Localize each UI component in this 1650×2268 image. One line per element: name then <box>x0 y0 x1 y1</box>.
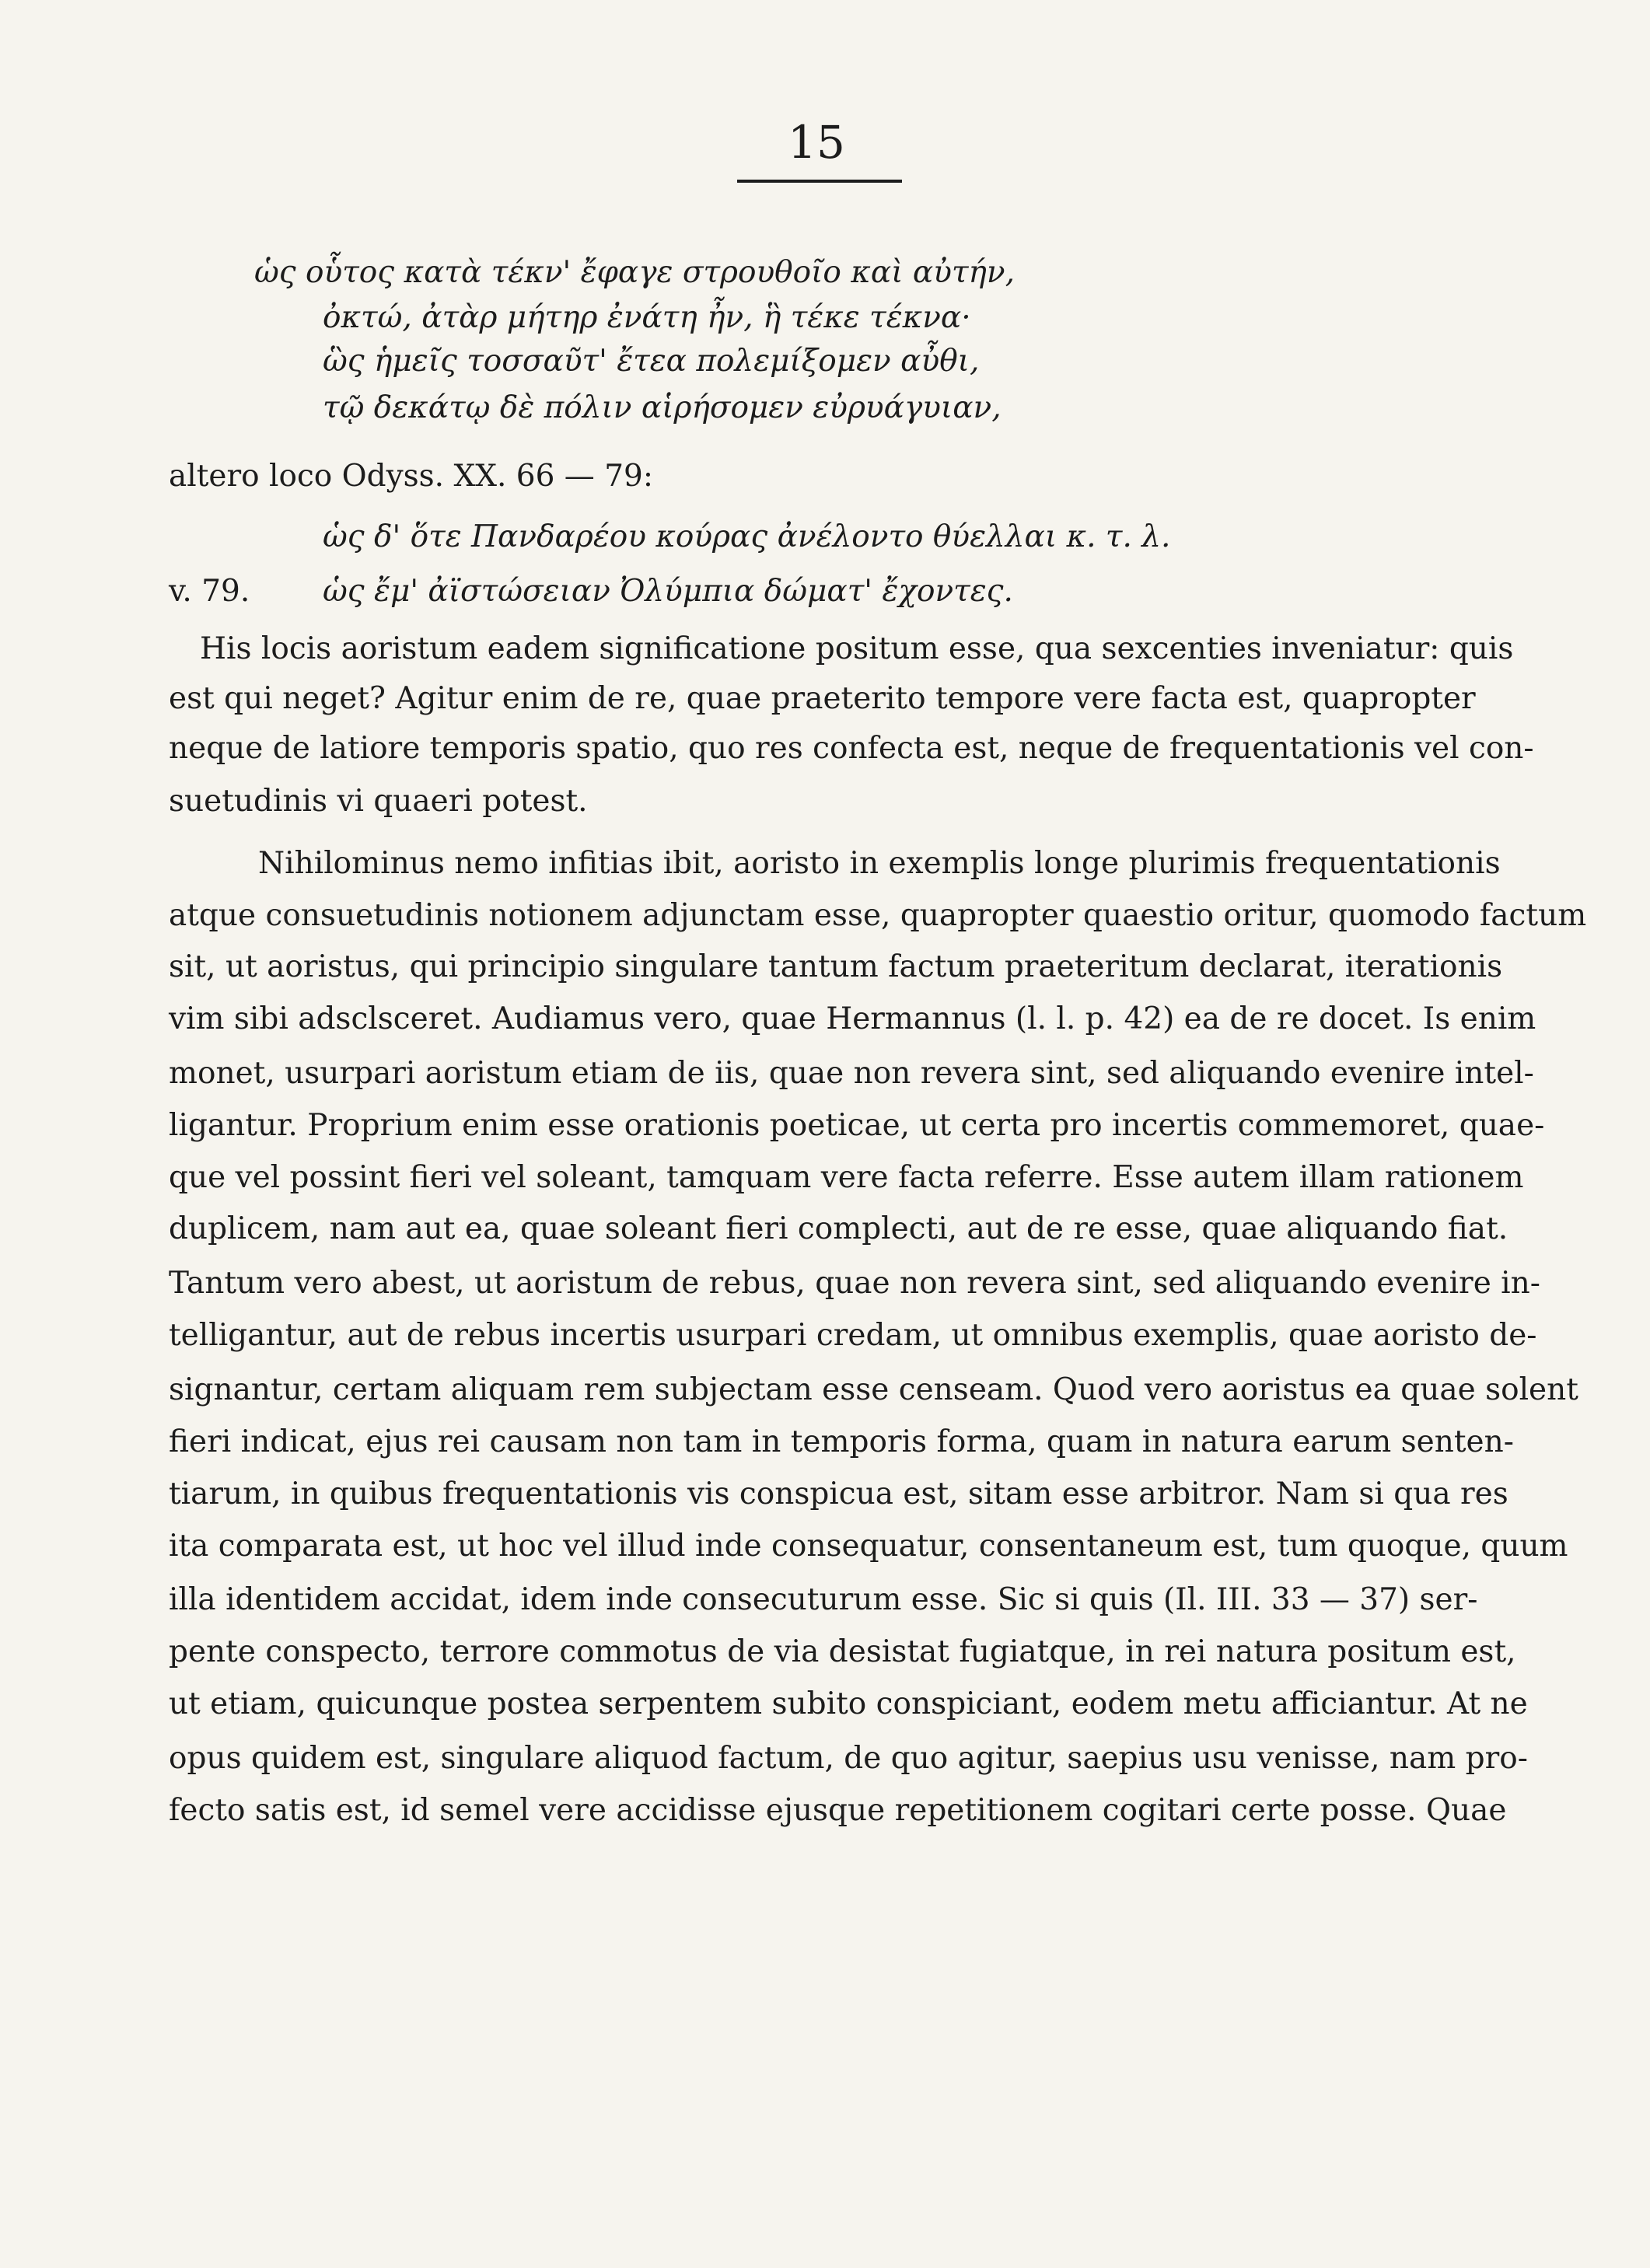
paragraph-line: que vel possint fieri vel soleant, tamquam vere facta referre. Esse autem illam rationem <box>169 1160 1524 1195</box>
paragraph-line: monet, usurpari aoristum etiam de iis, quae non revera sint, sed aliquando evenire intel- <box>169 1056 1534 1091</box>
greek-verse-line: τῷ δεκάτῳ δὲ πόλιν αἱρήσομεν εὐρυάγυιαν, <box>323 390 1002 425</box>
paragraph-line: ligantur. Proprium enim esse orationis poeticae, ut certa pro incertis commemoret, quae- <box>169 1108 1545 1143</box>
paragraph-line: neque de latiore temporis spatio, quo res confecta est, neque de frequentationis vel con- <box>169 731 1534 766</box>
paragraph-line: vim sibi adsclsceret. Audiamus vero, quae Hermannus (l. l. p. 42) ea de re docet. Is enim <box>169 1001 1536 1036</box>
greek-verse-line: ὡς ἔμ' ἀϊστώσειαν Ὀλύμπια δώματ' ἔχοντες. <box>323 574 1013 609</box>
paragraph-line: telligantur, aut de rebus incertis usurpari credam, ut omnibus exemplis, quae aoristo de- <box>169 1318 1537 1353</box>
paragraph-line: illa identidem accidat, idem inde consecuturum esse. Sic si quis (Il. III. 33 — 37) ser- <box>169 1582 1478 1617</box>
paragraph-line: ita comparata est, ut hoc vel illud inde consequatur, consentaneum est, tum quoque, quum <box>169 1529 1568 1564</box>
paragraph-line: tiarum, in quibus frequentationis vis conspicua est, sitam esse arbitror. Nam si qua res <box>169 1476 1508 1511</box>
paragraph-line: ut etiam, quicunque postea serpentem subito conspiciant, eodem metu afficiantur. At ne <box>169 1686 1528 1721</box>
paragraph-line: pente conspecto, terrore commotus de via desistat fugiatque, in rei natura positum est, <box>169 1634 1516 1669</box>
paragraph-line: est qui neget? Agitur enim de re, quae praeterito tempore vere facta est, quapropter <box>169 681 1476 716</box>
page-number: 15 <box>788 116 845 169</box>
paragraph-line: suetudinis vi quaeri potest. <box>169 784 588 819</box>
paragraph-line: His locis aoristum eadem significatione positum esse, qua sexcenties inveniatur: quis <box>200 631 1514 666</box>
paragraph-line: signantur, certam aliquam rem subjectam esse censeam. Quod vero aoristus ea quae solent <box>169 1372 1578 1407</box>
verse-number-label: v. 79. <box>169 574 250 609</box>
citation-reference: altero loco Odyss. XX. 66 — 79: <box>169 459 653 494</box>
paragraph-line: sit, ut aoristus, qui principio singulare tantum factum praeteritum declarat, iterationis <box>169 949 1503 984</box>
paragraph-line: Tantum vero abest, ut aoristum de rebus, quae non revera sint, sed aliquando evenire in- <box>169 1266 1540 1301</box>
paragraph-line: atque consuetudinis notionem adjunctam esse, quapropter quaestio oritur, quomodo factum <box>169 898 1587 933</box>
greek-verse-line: ὡς δ' ὅτε Πανδαρέου κούρας ἀνέλοντο θύελλαι κ. τ. λ. <box>323 519 1171 554</box>
header-rule <box>737 180 902 183</box>
paragraph-line: fecto satis est, id semel vere accidisse ejusque repetitionem cogitari certe posse. Quae <box>169 1793 1507 1828</box>
greek-verse-line: ὣς ἡμεῖς τοσσαῦτ' ἔτεα πολεμίξομεν αὖθι, <box>323 344 980 379</box>
paragraph-line: Nihilominus nemo infitias ibit, aoristo in exemplis longe plurimis frequentationis <box>258 846 1501 881</box>
paragraph-line: duplicem, nam aut ea, quae soleant fieri complecti, aut de re esse, quae aliquando fiat. <box>169 1211 1508 1246</box>
greek-verse-line: ὡς οὗτος κατὰ τέκν' ἔφαγε στρουθοῖο καὶ αὐτήν, <box>254 255 1015 290</box>
paragraph-line: opus quidem est, singulare aliquod factum, de quo agitur, saepius usu venisse, nam pro- <box>169 1741 1528 1776</box>
greek-verse-line: ὀκτώ, ἀτὰρ μήτηρ ἐνάτη ἦν, ἣ τέκε τέκνα· <box>323 300 971 335</box>
paragraph-line: fieri indicat, ejus rei causam non tam in temporis forma, quam in natura earum senten- <box>169 1424 1514 1459</box>
